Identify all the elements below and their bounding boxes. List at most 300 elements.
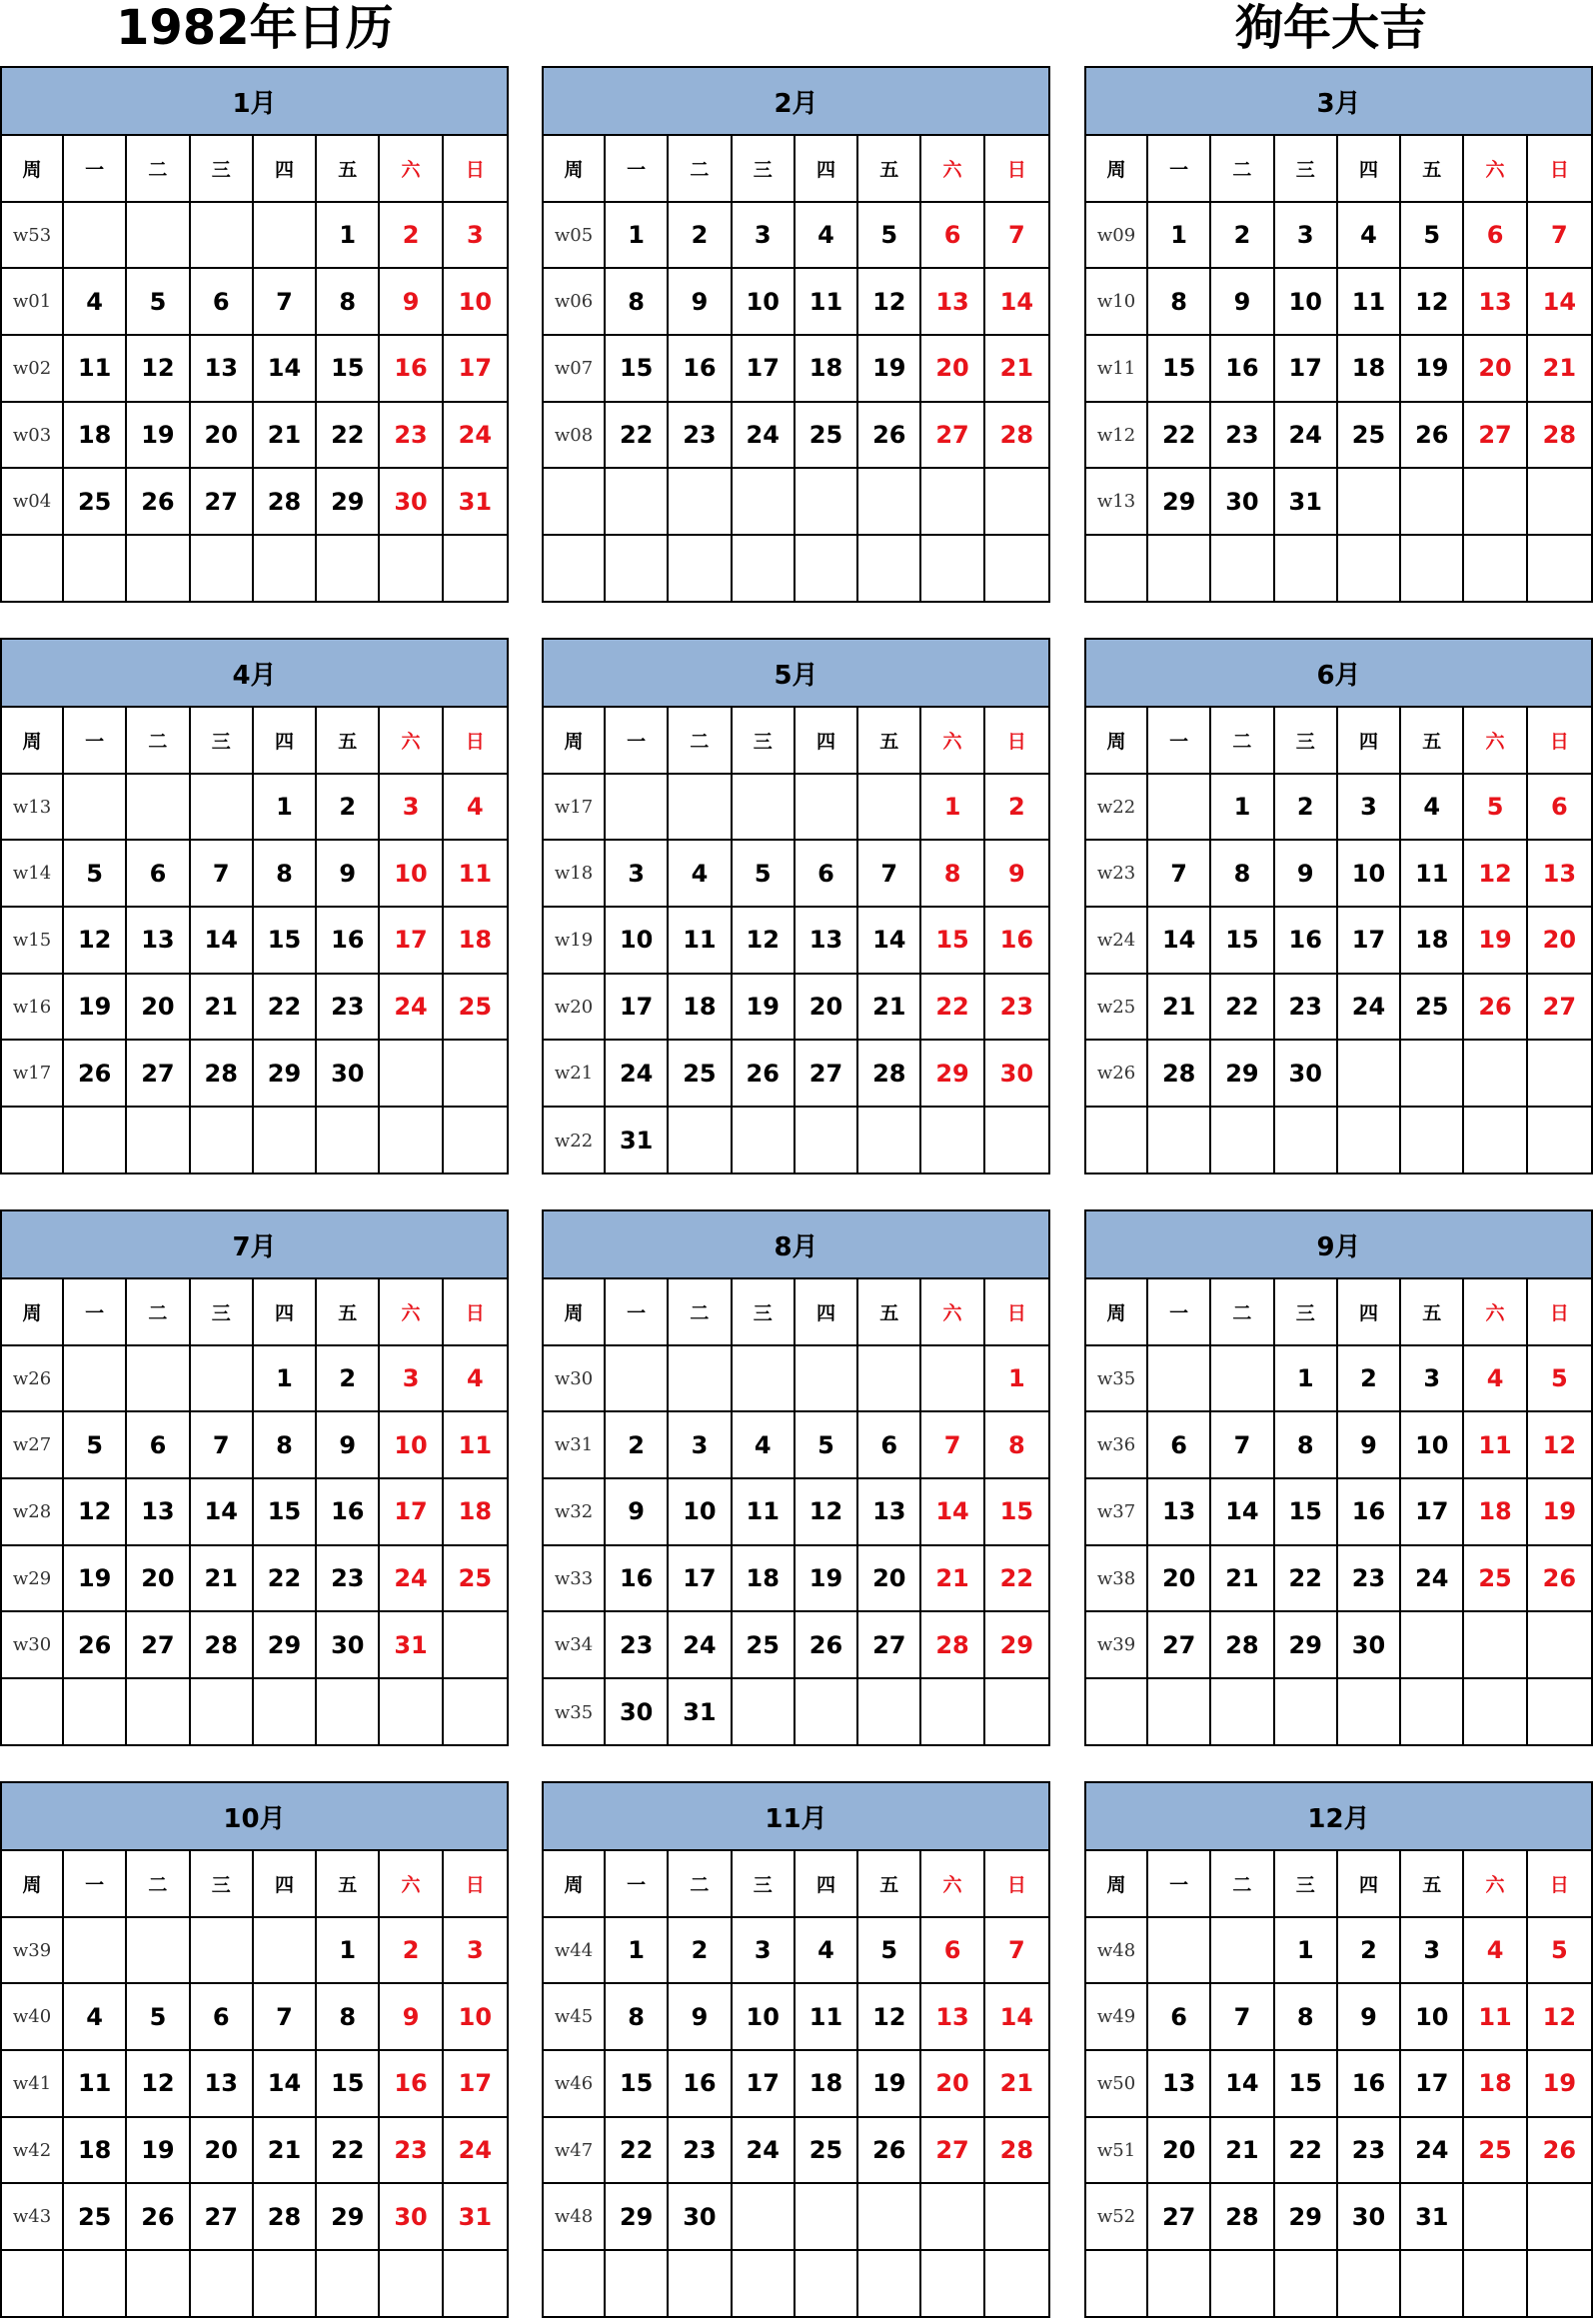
- day-cell: 5: [127, 269, 190, 336]
- day-cell: 19: [1528, 1479, 1591, 1546]
- day-cell: [985, 469, 1048, 536]
- day-cell: [444, 1679, 507, 1746]
- day-cell: 18: [796, 336, 858, 403]
- day-cell: 8: [1148, 269, 1211, 336]
- month-grid: [2, 1279, 507, 1746]
- day-cell: 26: [1464, 975, 1527, 1042]
- day-cell: 2: [1338, 1346, 1401, 1413]
- weekday-header: 日: [444, 1851, 507, 1918]
- day-cell: [796, 2184, 858, 2251]
- weekday-header: 二: [1211, 1279, 1274, 1346]
- day-cell: 30: [669, 2184, 732, 2251]
- day-cell: 13: [921, 269, 984, 336]
- month-grid: [1086, 1279, 1591, 1746]
- day-cell: [1338, 469, 1401, 536]
- day-cell: [921, 2251, 984, 2318]
- day-cell: [127, 1346, 190, 1413]
- month-header: 7月: [2, 1211, 507, 1279]
- week-number-header: 周: [1086, 1851, 1148, 1918]
- day-cell: [1148, 1679, 1211, 1746]
- weekday-header: 二: [127, 1851, 190, 1918]
- day-cell: 8: [1275, 1412, 1338, 1479]
- weekday-header: 五: [1401, 708, 1464, 775]
- day-cell: [1148, 1108, 1211, 1174]
- day-cell: 22: [606, 403, 669, 470]
- weekday-header: 五: [1401, 1851, 1464, 1918]
- day-cell: [858, 775, 921, 842]
- day-cell: 31: [444, 469, 507, 536]
- day-cell: [921, 469, 984, 536]
- day-cell: [444, 2251, 507, 2318]
- day-cell: 15: [1275, 2051, 1338, 2118]
- day-cell: 23: [985, 975, 1048, 1042]
- day-cell: 26: [1528, 2118, 1591, 2185]
- day-cell: 24: [733, 2118, 796, 2185]
- day-cell: 3: [444, 1918, 507, 1985]
- day-cell: 17: [444, 2051, 507, 2118]
- day-cell: 6: [127, 1412, 190, 1479]
- day-cell: 30: [317, 1041, 380, 1108]
- month-block: [542, 1209, 1050, 1746]
- week-number: w37: [1086, 1479, 1148, 1546]
- weekday-header: 日: [444, 708, 507, 775]
- day-cell: 4: [64, 269, 127, 336]
- week-number: [1086, 2251, 1148, 2318]
- day-cell: 25: [64, 469, 127, 536]
- day-cell: 4: [796, 203, 858, 270]
- week-number: w53: [2, 203, 64, 270]
- day-cell: 13: [858, 1479, 921, 1546]
- day-cell: 25: [444, 975, 507, 1042]
- day-cell: [796, 1679, 858, 1746]
- day-cell: 5: [858, 203, 921, 270]
- week-number: w07: [544, 336, 606, 403]
- weekday-header: 三: [1275, 136, 1338, 203]
- weekday-header: 二: [1211, 136, 1274, 203]
- day-cell: [1211, 536, 1274, 603]
- week-number-header: 周: [2, 1279, 64, 1346]
- day-cell: 11: [1338, 269, 1401, 336]
- day-cell: [64, 1918, 127, 1985]
- day-cell: [733, 775, 796, 842]
- day-cell: [669, 536, 732, 603]
- weekday-header: 一: [64, 708, 127, 775]
- day-cell: [191, 775, 254, 842]
- weekday-header: 日: [1528, 1851, 1591, 1918]
- weekday-header: 三: [733, 708, 796, 775]
- week-number: w52: [1086, 2184, 1148, 2251]
- weekday-header: 一: [1148, 1279, 1211, 1346]
- day-cell: 10: [669, 1479, 732, 1546]
- day-cell: 14: [921, 1479, 984, 1546]
- day-cell: 24: [1401, 1546, 1464, 1613]
- day-cell: 9: [1338, 1984, 1401, 2051]
- day-cell: 8: [921, 841, 984, 908]
- day-cell: [127, 1918, 190, 1985]
- day-cell: 31: [669, 1679, 732, 1746]
- day-cell: [669, 1108, 732, 1174]
- week-number: w33: [544, 1546, 606, 1613]
- day-cell: 1: [254, 1346, 317, 1413]
- day-cell: 3: [1338, 775, 1401, 842]
- day-cell: 16: [1338, 2051, 1401, 2118]
- week-number: w31: [544, 1412, 606, 1479]
- day-cell: 22: [254, 975, 317, 1042]
- day-cell: 30: [606, 1679, 669, 1746]
- weekday-header: 一: [64, 1851, 127, 1918]
- weekday-header: 日: [1528, 1279, 1591, 1346]
- day-cell: 26: [64, 1041, 127, 1108]
- day-cell: 8: [606, 1984, 669, 2051]
- day-cell: 4: [444, 1346, 507, 1413]
- day-cell: [254, 1108, 317, 1174]
- month-header: 2月: [544, 68, 1048, 136]
- day-cell: 17: [380, 1479, 443, 1546]
- day-cell: 29: [317, 2184, 380, 2251]
- weekday-header: 五: [317, 136, 380, 203]
- day-cell: 20: [127, 1546, 190, 1613]
- weekday-header: 一: [606, 1279, 669, 1346]
- day-cell: 21: [858, 975, 921, 1042]
- day-cell: [317, 1679, 380, 1746]
- day-cell: 7: [1148, 841, 1211, 908]
- month-block: [1084, 1209, 1593, 1746]
- week-number: w22: [544, 1108, 606, 1174]
- day-cell: 9: [669, 1984, 732, 2051]
- day-cell: [796, 536, 858, 603]
- weekday-header: 四: [254, 136, 317, 203]
- day-cell: [1464, 536, 1527, 603]
- week-number-header: 周: [544, 708, 606, 775]
- day-cell: 13: [1464, 269, 1527, 336]
- day-cell: 17: [444, 336, 507, 403]
- day-cell: 25: [796, 2118, 858, 2185]
- day-cell: 8: [317, 269, 380, 336]
- week-number: [1086, 1108, 1148, 1174]
- day-cell: 19: [127, 2118, 190, 2185]
- day-cell: 24: [1275, 403, 1338, 470]
- day-cell: 20: [858, 1546, 921, 1613]
- day-cell: 10: [733, 269, 796, 336]
- day-cell: [733, 1346, 796, 1413]
- day-cell: [64, 203, 127, 270]
- day-cell: 9: [669, 269, 732, 336]
- day-cell: 2: [380, 203, 443, 270]
- weekday-header: 二: [669, 136, 732, 203]
- week-number: w35: [1086, 1346, 1148, 1413]
- day-cell: [317, 1108, 380, 1174]
- week-number: w48: [1086, 1918, 1148, 1985]
- day-cell: 28: [985, 403, 1048, 470]
- month-grid: [544, 708, 1048, 1174]
- day-cell: [127, 1679, 190, 1746]
- day-cell: [1211, 1679, 1274, 1746]
- calendar-title: 1982年日历: [116, 0, 394, 56]
- day-cell: 13: [127, 908, 190, 975]
- day-cell: 30: [1211, 469, 1274, 536]
- month-block: [0, 1209, 509, 1746]
- day-cell: 29: [606, 2184, 669, 2251]
- day-cell: 11: [64, 2051, 127, 2118]
- day-cell: 16: [1275, 908, 1338, 975]
- day-cell: 12: [796, 1479, 858, 1546]
- day-cell: 26: [858, 2118, 921, 2185]
- month-header: 9月: [1086, 1211, 1591, 1279]
- weekday-header: 一: [1148, 136, 1211, 203]
- day-cell: 28: [858, 1041, 921, 1108]
- weekday-header: 六: [380, 708, 443, 775]
- weekday-header: 日: [985, 1851, 1048, 1918]
- week-number: w20: [544, 975, 606, 1042]
- day-cell: 31: [444, 2184, 507, 2251]
- weekday-header: 日: [985, 1279, 1048, 1346]
- week-number: w50: [1086, 2051, 1148, 2118]
- day-cell: 9: [380, 269, 443, 336]
- week-number: w28: [2, 1479, 64, 1546]
- week-number: w27: [2, 1412, 64, 1479]
- day-cell: 16: [669, 2051, 732, 2118]
- day-cell: 3: [606, 841, 669, 908]
- weekday-header: 二: [669, 1851, 732, 1918]
- day-cell: 11: [669, 908, 732, 975]
- weekday-header: 五: [1401, 1279, 1464, 1346]
- day-cell: 29: [1275, 2184, 1338, 2251]
- day-cell: 18: [669, 975, 732, 1042]
- weekday-header: 一: [606, 1851, 669, 1918]
- day-cell: [1401, 1612, 1464, 1679]
- day-cell: 30: [317, 1612, 380, 1679]
- week-number: w23: [1086, 841, 1148, 908]
- weekday-header: 日: [444, 136, 507, 203]
- day-cell: 27: [1148, 2184, 1211, 2251]
- month-header: 6月: [1086, 640, 1591, 708]
- day-cell: 23: [1211, 403, 1274, 470]
- day-cell: 21: [1528, 336, 1591, 403]
- day-cell: 7: [858, 841, 921, 908]
- day-cell: [1464, 1108, 1527, 1174]
- day-cell: 13: [1148, 2051, 1211, 2118]
- day-cell: [64, 1346, 127, 1413]
- day-cell: 22: [317, 2118, 380, 2185]
- day-cell: [191, 1679, 254, 1746]
- day-cell: [669, 2251, 732, 2318]
- day-cell: 19: [64, 975, 127, 1042]
- day-cell: 1: [606, 203, 669, 270]
- day-cell: [1464, 1679, 1527, 1746]
- day-cell: 15: [254, 1479, 317, 1546]
- weekday-header: 二: [669, 708, 732, 775]
- day-cell: [858, 536, 921, 603]
- day-cell: 3: [380, 1346, 443, 1413]
- day-cell: [858, 1108, 921, 1174]
- day-cell: 5: [64, 1412, 127, 1479]
- week-number: [2, 1108, 64, 1174]
- day-cell: [444, 1041, 507, 1108]
- day-cell: [64, 775, 127, 842]
- day-cell: 15: [606, 2051, 669, 2118]
- day-cell: 24: [733, 403, 796, 470]
- day-cell: [733, 2184, 796, 2251]
- day-cell: 4: [64, 1984, 127, 2051]
- week-number: w13: [1086, 469, 1148, 536]
- day-cell: [1401, 1679, 1464, 1746]
- day-cell: 19: [733, 975, 796, 1042]
- month-header: 1月: [2, 68, 507, 136]
- day-cell: 6: [191, 1984, 254, 2051]
- day-cell: 18: [444, 1479, 507, 1546]
- day-cell: 28: [1211, 1612, 1274, 1679]
- day-cell: 20: [1148, 2118, 1211, 2185]
- day-cell: 30: [1275, 1041, 1338, 1108]
- weekday-header: 六: [921, 1851, 984, 1918]
- day-cell: 29: [921, 1041, 984, 1108]
- day-cell: [606, 775, 669, 842]
- day-cell: 11: [1464, 1984, 1527, 2051]
- week-number: w39: [2, 1918, 64, 1985]
- week-number-header: 周: [544, 1279, 606, 1346]
- weekday-header: 日: [444, 1279, 507, 1346]
- week-number: [1086, 1679, 1148, 1746]
- day-cell: 1: [1275, 1346, 1338, 1413]
- day-cell: 7: [985, 1918, 1048, 1985]
- day-cell: 25: [444, 1546, 507, 1613]
- day-cell: [64, 536, 127, 603]
- day-cell: 13: [921, 1984, 984, 2051]
- day-cell: [669, 775, 732, 842]
- week-number: w19: [544, 908, 606, 975]
- day-cell: 14: [1211, 1479, 1274, 1546]
- day-cell: 7: [191, 1412, 254, 1479]
- day-cell: 2: [1338, 1918, 1401, 1985]
- weekday-header: 二: [127, 1279, 190, 1346]
- day-cell: 2: [317, 1346, 380, 1413]
- day-cell: 12: [64, 908, 127, 975]
- week-number: w48: [544, 2184, 606, 2251]
- weekday-header: 三: [1275, 708, 1338, 775]
- day-cell: 20: [796, 975, 858, 1042]
- day-cell: 1: [254, 775, 317, 842]
- weekday-header: 五: [317, 1279, 380, 1346]
- weekday-header: 四: [796, 136, 858, 203]
- weekday-header: 四: [796, 708, 858, 775]
- day-cell: [191, 1346, 254, 1413]
- weekday-header: 四: [254, 1279, 317, 1346]
- day-cell: [1338, 1679, 1401, 1746]
- month-header: 10月: [2, 1783, 507, 1851]
- day-cell: 19: [127, 403, 190, 470]
- day-cell: 7: [1211, 1412, 1274, 1479]
- day-cell: [1338, 536, 1401, 603]
- day-cell: 2: [317, 775, 380, 842]
- day-cell: [1275, 1108, 1338, 1174]
- day-cell: 16: [1338, 1479, 1401, 1546]
- day-cell: [1338, 1108, 1401, 1174]
- day-cell: 21: [921, 1546, 984, 1613]
- day-cell: 13: [1528, 841, 1591, 908]
- day-cell: 22: [254, 1546, 317, 1613]
- day-cell: 15: [1148, 336, 1211, 403]
- weekday-header: 一: [1148, 708, 1211, 775]
- day-cell: [254, 536, 317, 603]
- day-cell: 27: [127, 1041, 190, 1108]
- week-number-header: 周: [1086, 136, 1148, 203]
- day-cell: [254, 1679, 317, 1746]
- day-cell: 24: [1401, 2118, 1464, 2185]
- day-cell: 12: [1528, 1412, 1591, 1479]
- day-cell: 15: [985, 1479, 1048, 1546]
- day-cell: 26: [64, 1612, 127, 1679]
- day-cell: 18: [64, 403, 127, 470]
- day-cell: [191, 1108, 254, 1174]
- day-cell: 18: [733, 1546, 796, 1613]
- day-cell: 30: [1338, 1612, 1401, 1679]
- weekday-header: 三: [733, 1279, 796, 1346]
- day-cell: 30: [380, 469, 443, 536]
- day-cell: [733, 536, 796, 603]
- week-number-header: 周: [2, 708, 64, 775]
- day-cell: 2: [669, 203, 732, 270]
- weekday-header: 二: [1211, 708, 1274, 775]
- day-cell: 1: [985, 1346, 1048, 1413]
- day-cell: 26: [796, 1612, 858, 1679]
- day-cell: 22: [1275, 1546, 1338, 1613]
- day-cell: [858, 2184, 921, 2251]
- day-cell: [1464, 1612, 1527, 1679]
- day-cell: 21: [1148, 975, 1211, 1042]
- week-number: w47: [544, 2118, 606, 2185]
- day-cell: 16: [380, 2051, 443, 2118]
- day-cell: 17: [1401, 2051, 1464, 2118]
- weekday-header: 一: [64, 1279, 127, 1346]
- day-cell: [1464, 2251, 1527, 2318]
- day-cell: 20: [1528, 908, 1591, 975]
- day-cell: [444, 1612, 507, 1679]
- day-cell: [733, 1108, 796, 1174]
- weekday-header: 一: [64, 136, 127, 203]
- day-cell: 3: [1401, 1346, 1464, 1413]
- day-cell: 17: [733, 2051, 796, 2118]
- day-cell: 17: [733, 336, 796, 403]
- day-cell: 24: [606, 1041, 669, 1108]
- day-cell: 2: [1211, 203, 1274, 270]
- week-number: w39: [1086, 1612, 1148, 1679]
- week-number: w25: [1086, 975, 1148, 1042]
- weekday-header: 六: [380, 1279, 443, 1346]
- day-cell: 24: [380, 975, 443, 1042]
- day-cell: 9: [1211, 269, 1274, 336]
- day-cell: 4: [796, 1918, 858, 1985]
- day-cell: 12: [127, 2051, 190, 2118]
- week-number: w06: [544, 269, 606, 336]
- day-cell: [191, 2251, 254, 2318]
- day-cell: 9: [380, 1984, 443, 2051]
- day-cell: 14: [1148, 908, 1211, 975]
- day-cell: [985, 1679, 1048, 1746]
- day-cell: 7: [1528, 203, 1591, 270]
- day-cell: 20: [1148, 1546, 1211, 1613]
- day-cell: 27: [796, 1041, 858, 1108]
- day-cell: [1528, 536, 1591, 603]
- day-cell: 26: [733, 1041, 796, 1108]
- weekday-header: 日: [985, 708, 1048, 775]
- day-cell: 2: [606, 1412, 669, 1479]
- week-number: w41: [2, 2051, 64, 2118]
- day-cell: [796, 2251, 858, 2318]
- week-number: w38: [1086, 1546, 1148, 1613]
- week-number-header: 周: [1086, 1279, 1148, 1346]
- day-cell: 25: [796, 403, 858, 470]
- day-cell: 1: [1148, 203, 1211, 270]
